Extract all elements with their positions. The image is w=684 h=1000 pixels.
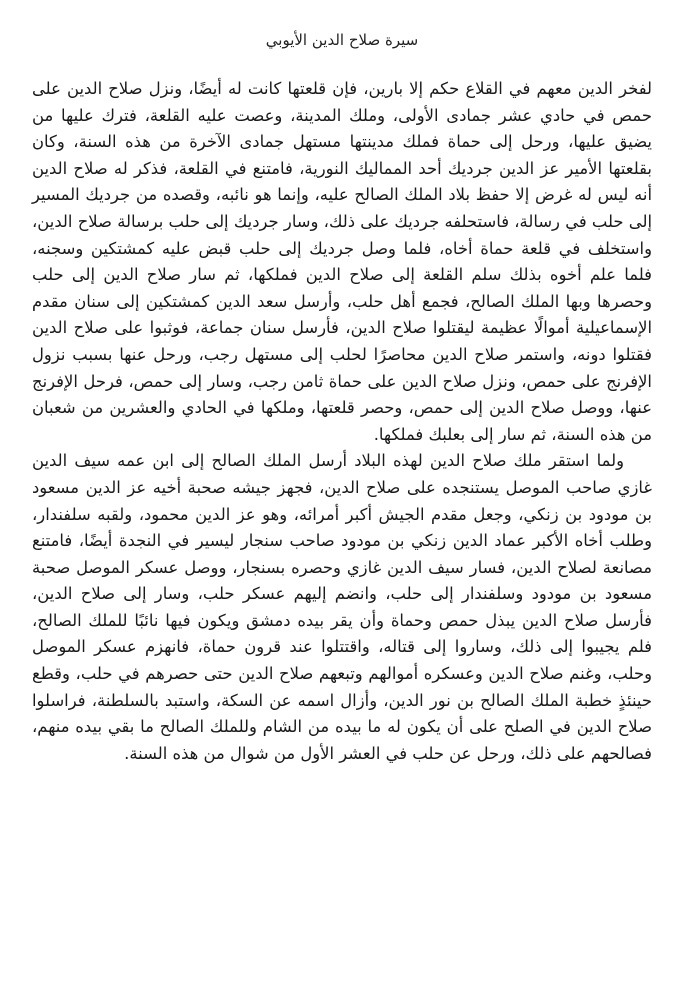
- running-header: سيرة صلاح الدين الأيوبي: [265, 31, 419, 49]
- paragraph-1: لفخر الدين معهم في القلاع حكم إلا بارين، فإن قلعتها كانت له أيضًا، ونزل صلاح الدين على حمص في حادي عشر جمادى الأولى، وملك المدينة، وعصت عليه القلعة، فترك عليها من يضيق عليها، ورحل إلى حماة فملك مدينتها مستهل جمادى الآخرة من هذه السنة، وكان بقلعتها الأمير عز الدين جرديك أحد المماليك النورية، فامتنع في القلعة، فذكر له صلاح الدين أنه ليس له غرض إلا حفظ بلاد الملك الصالح عليه، وإنما هو نائبه، وقصده من جرديك المسير إلى حلب في رسالة، فاستحلفه جرديك على ذلك، وسار جرديك إلى حلب برسالة صلاح الدين، واستخلف في قلعة حماة أخاه، فلما وصل جرديك إلى حلب قبض عليه كمشتكين وسجنه، فلما علم أخوه بذلك سلم القلعة إلى صلاح الدين فملكها، ثم سار صلاح الدين إلى حلب وحصرها وبها الملك الصالح، فجمع أهل حلب، وأرسل سعد الدين كمشتكين إلى سنان مقدم الإسماعيلية أموالًا عظيمة ليقتلوا صلاح الدين، فأرسل سنان جماعة، فوثبوا على صلاح الدين فقتلوا دونه، واستمر صلاح الدين محاصرًا لحلب إلى مستهل رجب، ورحل عنها بسبب نزول الإفرنج على حمص، ونزل صلاح الدين على حماة ثامن رجب، وسار إلى حمص، فرحل الإفرنج عنها، ووصل صلاح الدين إلى حمص، وحصر قلعتها، وملكها في الحادي والعشرين من شعبان من هذه السنة، ثم سار إلى بعلبك فملكها.: [32, 79, 652, 444]
- paragraph-2: ولما استقر ملك صلاح الدين لهذه البلاد أرسل الملك الصالح إلى ابن عمه سيف الدين غازي صاحب الموصل يستنجده على صلاح الدين، فجهز جيشه صحبة أخيه عز الدين مسعود بن مودود بن زنكي، وجعل مقدم الجيش أكبر أمرائه، وهو عز الدين محمود، ولقبه سلفندار، وطلب أخاه الأكبر عماد الدين زنكي بن مودود صاحب سنجار ليسير في النجدة أيضًا، فامتنع مصانعة لصلاح الدين، فسار سيف الدين غازي وحصره بسنجار، ووصل عسكر الموصل صحبة مسعود بن مودود وسلفندار إلى حلب، وانضم إليهم عسكر حلب، وسار إلى صلاح الدين، فأرسل صلاح الدين يبذل حمص وحماة وأن يقر بيده دمشق ويكون فيها نائبًا للملك الصالح، فلم يجيبوا إلى ذلك، وساروا إلى قتاله، واقتتلوا عند قرون حماة، فانهزم عسكر الموصل وحلب، وغنم صلاح الدين وعسكره أموالهم وتبعهم صلاح الدين حتى حصرهم في حلب، وقطع حينئذٍ خطبة الملك الصالح بن نور الدين، وأزال اسمه عن السكة، واستبد بالسلطنة، فراسلوا صلاح الدين في الصلح على أن يكون له ما بيده من الشام وللملك الصالح ما بقي بيده منهم، فصالحهم على ذلك، ورحل عن حلب في العشر الأول من شوال من هذه السنة.: [32, 451, 652, 763]
